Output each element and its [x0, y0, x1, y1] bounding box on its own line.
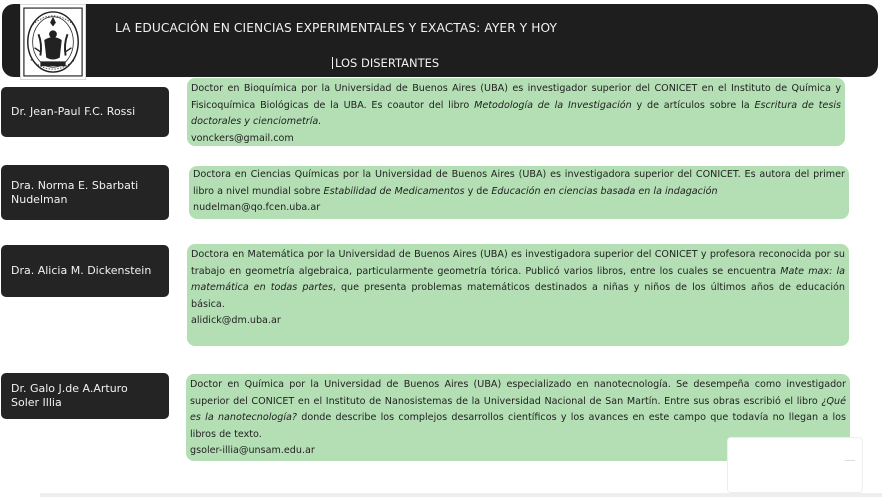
header-title: LA EDUCACIÓN EN CIENCIAS EXPERIMENTALES Y EXACTAS: AYER Y HOY	[115, 21, 558, 35]
university-seal-icon	[20, 4, 86, 80]
speaker-email: nudelman@qo.fcen.uba.ar	[193, 202, 321, 213]
speaker-name: Dra. Alicia M. Dickenstein	[11, 264, 152, 277]
speaker-name-box	[1, 373, 169, 419]
speaker-email: vonckers@gmail.com	[191, 132, 294, 144]
corner-divider	[845, 460, 855, 461]
speaker-name-box	[1, 165, 169, 220]
speaker-bio-text: Doctora en Ciencias Químicas por la Universidad de Buenos Aires (UBA) es investigadora superior del CONICET. Es autora del primer libro a nivel mundial sobre Estabilidad de Medicamentos y de Educación en ciencias basada en la indagación	[193, 169, 845, 197]
header-subtitle	[332, 56, 439, 70]
speaker-name: Dr. Jean-Paul F.C. Rossi	[11, 105, 136, 118]
corner-overlay	[727, 437, 863, 493]
speaker-name-box	[1, 245, 169, 297]
speaker-bio-text: Doctora en Matemática por la Universidad de Buenos Aires (UBA) es investigadora superior del CONICET y profesora reconocida por su trabajo en geometría algebraica, particularmente geometría tórica. Publicó varios libros, entre los cuales se encuentra Mate max: la matemática en todas partes, que presenta problemas matemáticos destinados a niñas y niños de los últimos años de educación básica.	[191, 249, 846, 310]
text-cursor	[332, 57, 333, 69]
speaker-email: alidick@dm.uba.ar	[191, 315, 281, 326]
speaker-bio-box	[187, 78, 845, 146]
header-bar	[2, 4, 878, 77]
bottom-divider	[40, 493, 882, 497]
speaker-name-box	[1, 87, 169, 137]
header-subtitle-text: LOS DISERTANTES	[335, 56, 440, 70]
speaker-bio-box	[187, 244, 849, 346]
speaker-bio-text: Doctor en Química por la Universidad de Buenos Aires (UBA) especializado en nanotecnología. Se desempeña como investigador superior del CONICET en el Instituto de Nanosistemas de la Universidad Nacional de San Martín. Entre sus obras escribió el libro ¿Qué es la nanotecnología? donde describe los complejos desarrollos científicos y los avances en este campo que todavía no llegan a los libros de texto.	[190, 379, 846, 440]
speaker-bio-text: Doctor en Bioquímica por la Universidad de Buenos Aires (UBA) es investigador superior del CONICET en el Instituto de Química y Fisicoquímica Biológicas de la UBA. Es coautor del libro Metodología de la Investigación y de artículos sobre la Escritura de tesis doctorales y cienciometría.	[191, 83, 841, 127]
speaker-name: Dra. Norma E. Sbarbati Nudelman	[11, 178, 139, 206]
speaker-name: Dr. Galo J.de A.Arturo Soler Illia	[11, 382, 128, 409]
speaker-email: gsoler-illia@unsam.edu.ar	[190, 445, 315, 456]
speaker-bio-box	[189, 166, 849, 219]
